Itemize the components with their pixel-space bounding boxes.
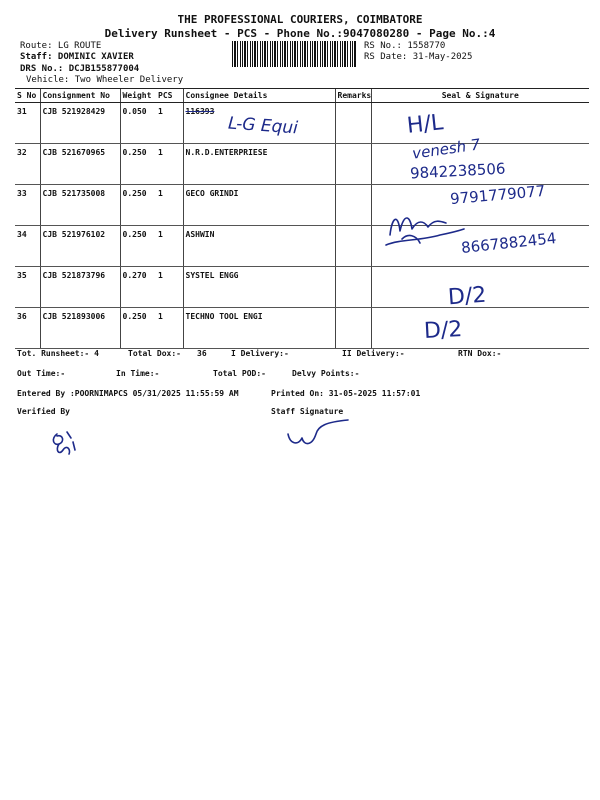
cell-consignment: CJB 521735008 <box>40 185 120 226</box>
table-header-row <box>15 89 589 103</box>
rs-number: RS No.: 1558770 <box>364 41 446 51</box>
cell-weight: 0.250 <box>120 185 156 226</box>
entered-by: Entered By :POORNIMAPCS 05/31/2025 11:55:59 AM <box>17 389 239 398</box>
handwritten-phone-row32: 9842238506 <box>409 159 506 183</box>
staff-signature <box>282 416 352 451</box>
total-runsheet: Tot. Runsheet:- 4 <box>17 349 99 358</box>
cell-pcs: 1 <box>156 185 183 226</box>
cell-consignment: CJB 521893006 <box>40 308 120 349</box>
cell-remarks <box>335 267 371 308</box>
cell-consignment: CJB 521670965 <box>40 144 120 185</box>
verified-by: Verified By <box>17 407 70 416</box>
cell-signature <box>371 308 589 349</box>
cell-consignment: CJB 521928429 <box>40 103 120 144</box>
cell-sno: 32 <box>15 144 40 185</box>
staff-label: Staff: DOMINIC XAVIER <box>20 52 134 62</box>
staff-signature-label: Staff Signature <box>271 407 344 416</box>
total-pod: Total POD:- <box>213 369 266 378</box>
col-consignee: Consignee Details <box>183 89 335 103</box>
cell-pcs: 1 <box>156 144 183 185</box>
vehicle-type: Vehicle: Two Wheeler Delivery <box>26 75 184 85</box>
col-pcs: PCS <box>156 89 183 103</box>
runsheet-table <box>15 88 589 349</box>
cell-consignee: TECHNO TOOL ENGI <box>183 308 335 349</box>
handwritten-phone-row33: 9791779077 <box>449 181 547 209</box>
cell-remarks <box>335 185 371 226</box>
total-dox-value: 36 <box>197 349 207 358</box>
table-row <box>15 308 589 349</box>
col-seal-signature: Seal & Signature <box>371 89 589 103</box>
drs-number: DRS No.: DCJB155877004 <box>20 64 140 74</box>
in-time: In Time:- <box>116 369 160 378</box>
cell-sno: 36 <box>15 308 40 349</box>
company-name: THE PROFESSIONAL COURIERS, COIMBATORE <box>177 13 423 26</box>
cell-weight: 0.050 <box>120 103 156 144</box>
total-dox-label: Total Dox:- <box>128 349 181 358</box>
cell-pcs: 1 <box>156 103 183 144</box>
handwritten-consignee: L-G Equi <box>227 113 299 139</box>
route-label: Route: LG ROUTE <box>20 41 102 51</box>
printed-on: Printed On: 31-05-2025 11:57:01 <box>271 389 421 398</box>
handwritten-phone-row34: 8667882454 <box>460 229 558 257</box>
cell-consignee: SYSTEL ENGG <box>183 267 335 308</box>
cell-sno: 35 <box>15 267 40 308</box>
col-remarks: Remarks <box>335 89 371 103</box>
cell-weight: 0.250 <box>120 308 156 349</box>
cell-sno: 34 <box>15 226 40 267</box>
verifier-signature <box>45 428 85 458</box>
rtn-dox: RTN Dox:- <box>458 349 502 358</box>
cell-pcs: 1 <box>156 267 183 308</box>
cell-pcs: 1 <box>156 308 183 349</box>
cell-consignee: GECO GRINDI <box>183 185 335 226</box>
handwritten-signature-row34 <box>380 205 470 255</box>
cell-signature <box>371 103 589 144</box>
col-consignment: Consignment No <box>40 89 120 103</box>
cell-pcs: 1 <box>156 226 183 267</box>
handwritten-sign-row36: D/2 <box>423 317 463 344</box>
cell-consignee: ASHWIN <box>183 226 335 267</box>
cell-sno: 33 <box>15 185 40 226</box>
runsheet-subtitle: Delivery Runsheet - PCS - Phone No.:9047080280 - Page No.:4 <box>104 27 496 40</box>
delvy-points: Delvy Points:- <box>292 369 360 378</box>
cell-weight: 0.270 <box>120 267 156 308</box>
ii-delivery: II Delivery:- <box>342 349 405 358</box>
i-delivery: I Delivery:- <box>231 349 289 358</box>
cell-remarks <box>335 144 371 185</box>
table-row <box>15 267 589 308</box>
cell-remarks <box>335 308 371 349</box>
rs-date: RS Date: 31-May-2025 <box>364 52 473 62</box>
out-time: Out Time:- <box>17 369 66 378</box>
cell-weight: 0.250 <box>120 226 156 267</box>
barcode <box>232 41 356 67</box>
cell-remarks <box>335 103 371 144</box>
handwritten-sign-row35: D/2 <box>447 282 488 311</box>
cell-consignee: N.R.D.ENTERPRIESE <box>183 144 335 185</box>
handwritten-name-row32: venesh 7 <box>411 135 482 163</box>
table-row <box>15 103 589 144</box>
handwritten-sign-row31: H/L <box>405 110 445 139</box>
col-weight: Weight <box>120 89 156 103</box>
col-sno: S No <box>15 89 40 103</box>
cell-weight: 0.250 <box>120 144 156 185</box>
cell-remarks <box>335 226 371 267</box>
consignee-struck: 116393 <box>185 107 215 116</box>
cell-consignment: CJB 521976102 <box>40 226 120 267</box>
cell-consignment: CJB 521873796 <box>40 267 120 308</box>
cell-sno: 31 <box>15 103 40 144</box>
